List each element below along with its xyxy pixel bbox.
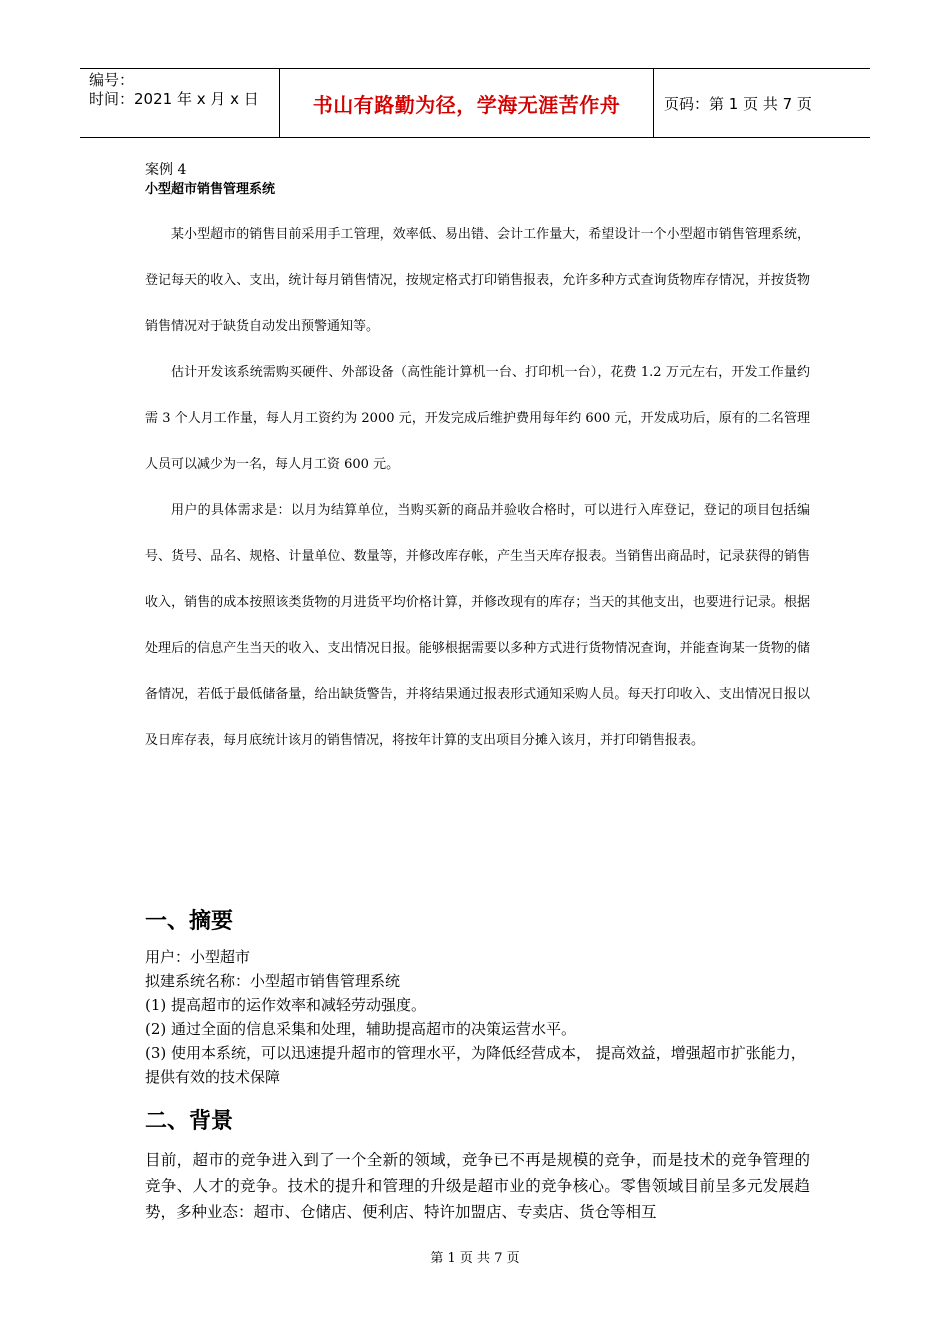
case-section: [145, 160, 810, 764]
summary-heading: 一、摘要: [145, 909, 234, 934]
case-label: 案例 4: [145, 162, 187, 178]
case-paragraph-1: 某小型超市的销售目前采用手工管理，效率低、易出错、会计工作量大，希望设计一个小型超市销售管理系统，登记每天的收入、支出，统计每月销售情况，按规定格式打印销售报表，允许多种方式查询货物库存情况，并按货物销售情况对于缺货自动发出预警通知等。: [145, 227, 810, 334]
summary-line-3: (3) 使用本系统，可以迅速提升超市的管理水平，为降低经营成本， 提高效益，增强超市扩张能力， 提供有效的技术保障: [145, 1044, 806, 1086]
time-label: 时间：2021 年 x 月 x 日: [89, 90, 259, 108]
header-meta: [80, 69, 280, 137]
case-paragraph-3: 用户的具体需求是：以月为结算单位，当购买新的商品并验收合格时，可以进行入库登记，登记的项目包括编号、货号、品名、规格、计量单位、数量等，并修改库存帐，产生当天库存报表。当销售出商品时，记录获得的销售收入，销售的成本按照该类货物的月进货平均价格计算，并修改现有的库存；当天的其他支出，也要进行记录。根据处理后的信息产生当天的收入、支出情况日报。能够根据需要以多种方式进行货物情况查询，并能查询某一货物的储备情况，若低于最低储备量，给出缺货警告，并将结果通过报表形式通知采购人员。每天打印收入、支出情况日报以及日库存表，每月底统计该月的销售情况，将按年计算的支出项目分摊入该月，并打印销售报表。: [145, 503, 810, 748]
case-paragraph-2: 估计开发该系统需购买硬件、外部设备（高性能计算机一台、打印机一台），花费 1.2 万元左右，开发工作量约需 3 个人月工作量，每人月工资约为 2000 元，开发完成后维护费用每年约 600 元，开发成功后，原有的二名管理人员可以减少为一名，每人月工资 600 元。: [145, 365, 810, 472]
case-title: 小型超市销售管理系统: [145, 182, 276, 197]
background-heading: 二、背景: [145, 1109, 234, 1134]
background-text: 目前，超市的竞争进入到了一个全新的领域，竞争已不再是规模的竞争，而是技术的竞争管理的竞争、人才的竞争。技术的提升和管理的升级是超市业的竞争核心。零售领域目前呈多元发展趋势，多种业态：超市、仓储店、便利店、特许加盟店、专卖店、货仓等相互: [145, 1151, 810, 1221]
header-page-info: 页码：第 1 页 共 7 页: [664, 94, 812, 113]
summary-line-system: 拟建系统名称：小型超市销售管理系统: [145, 972, 401, 990]
number-label: 编号：: [89, 71, 135, 89]
summary-section: [145, 907, 810, 1089]
background-section: [145, 1107, 810, 1225]
header-motto: 书山有路勤为径，学海无涯苦作舟: [280, 69, 654, 137]
summary-line-1: (1) 提高超市的运作效率和减轻劳动强度。: [145, 996, 427, 1014]
summary-line-2: (2) 通过全面的信息采集和处理，辅助提高超市的决策运营水平。: [145, 1020, 577, 1038]
page-header: [80, 68, 870, 138]
summary-line-user: 用户：小型超市: [145, 948, 251, 966]
page-footer: 第 1 页 共 7 页: [430, 1251, 520, 1266]
